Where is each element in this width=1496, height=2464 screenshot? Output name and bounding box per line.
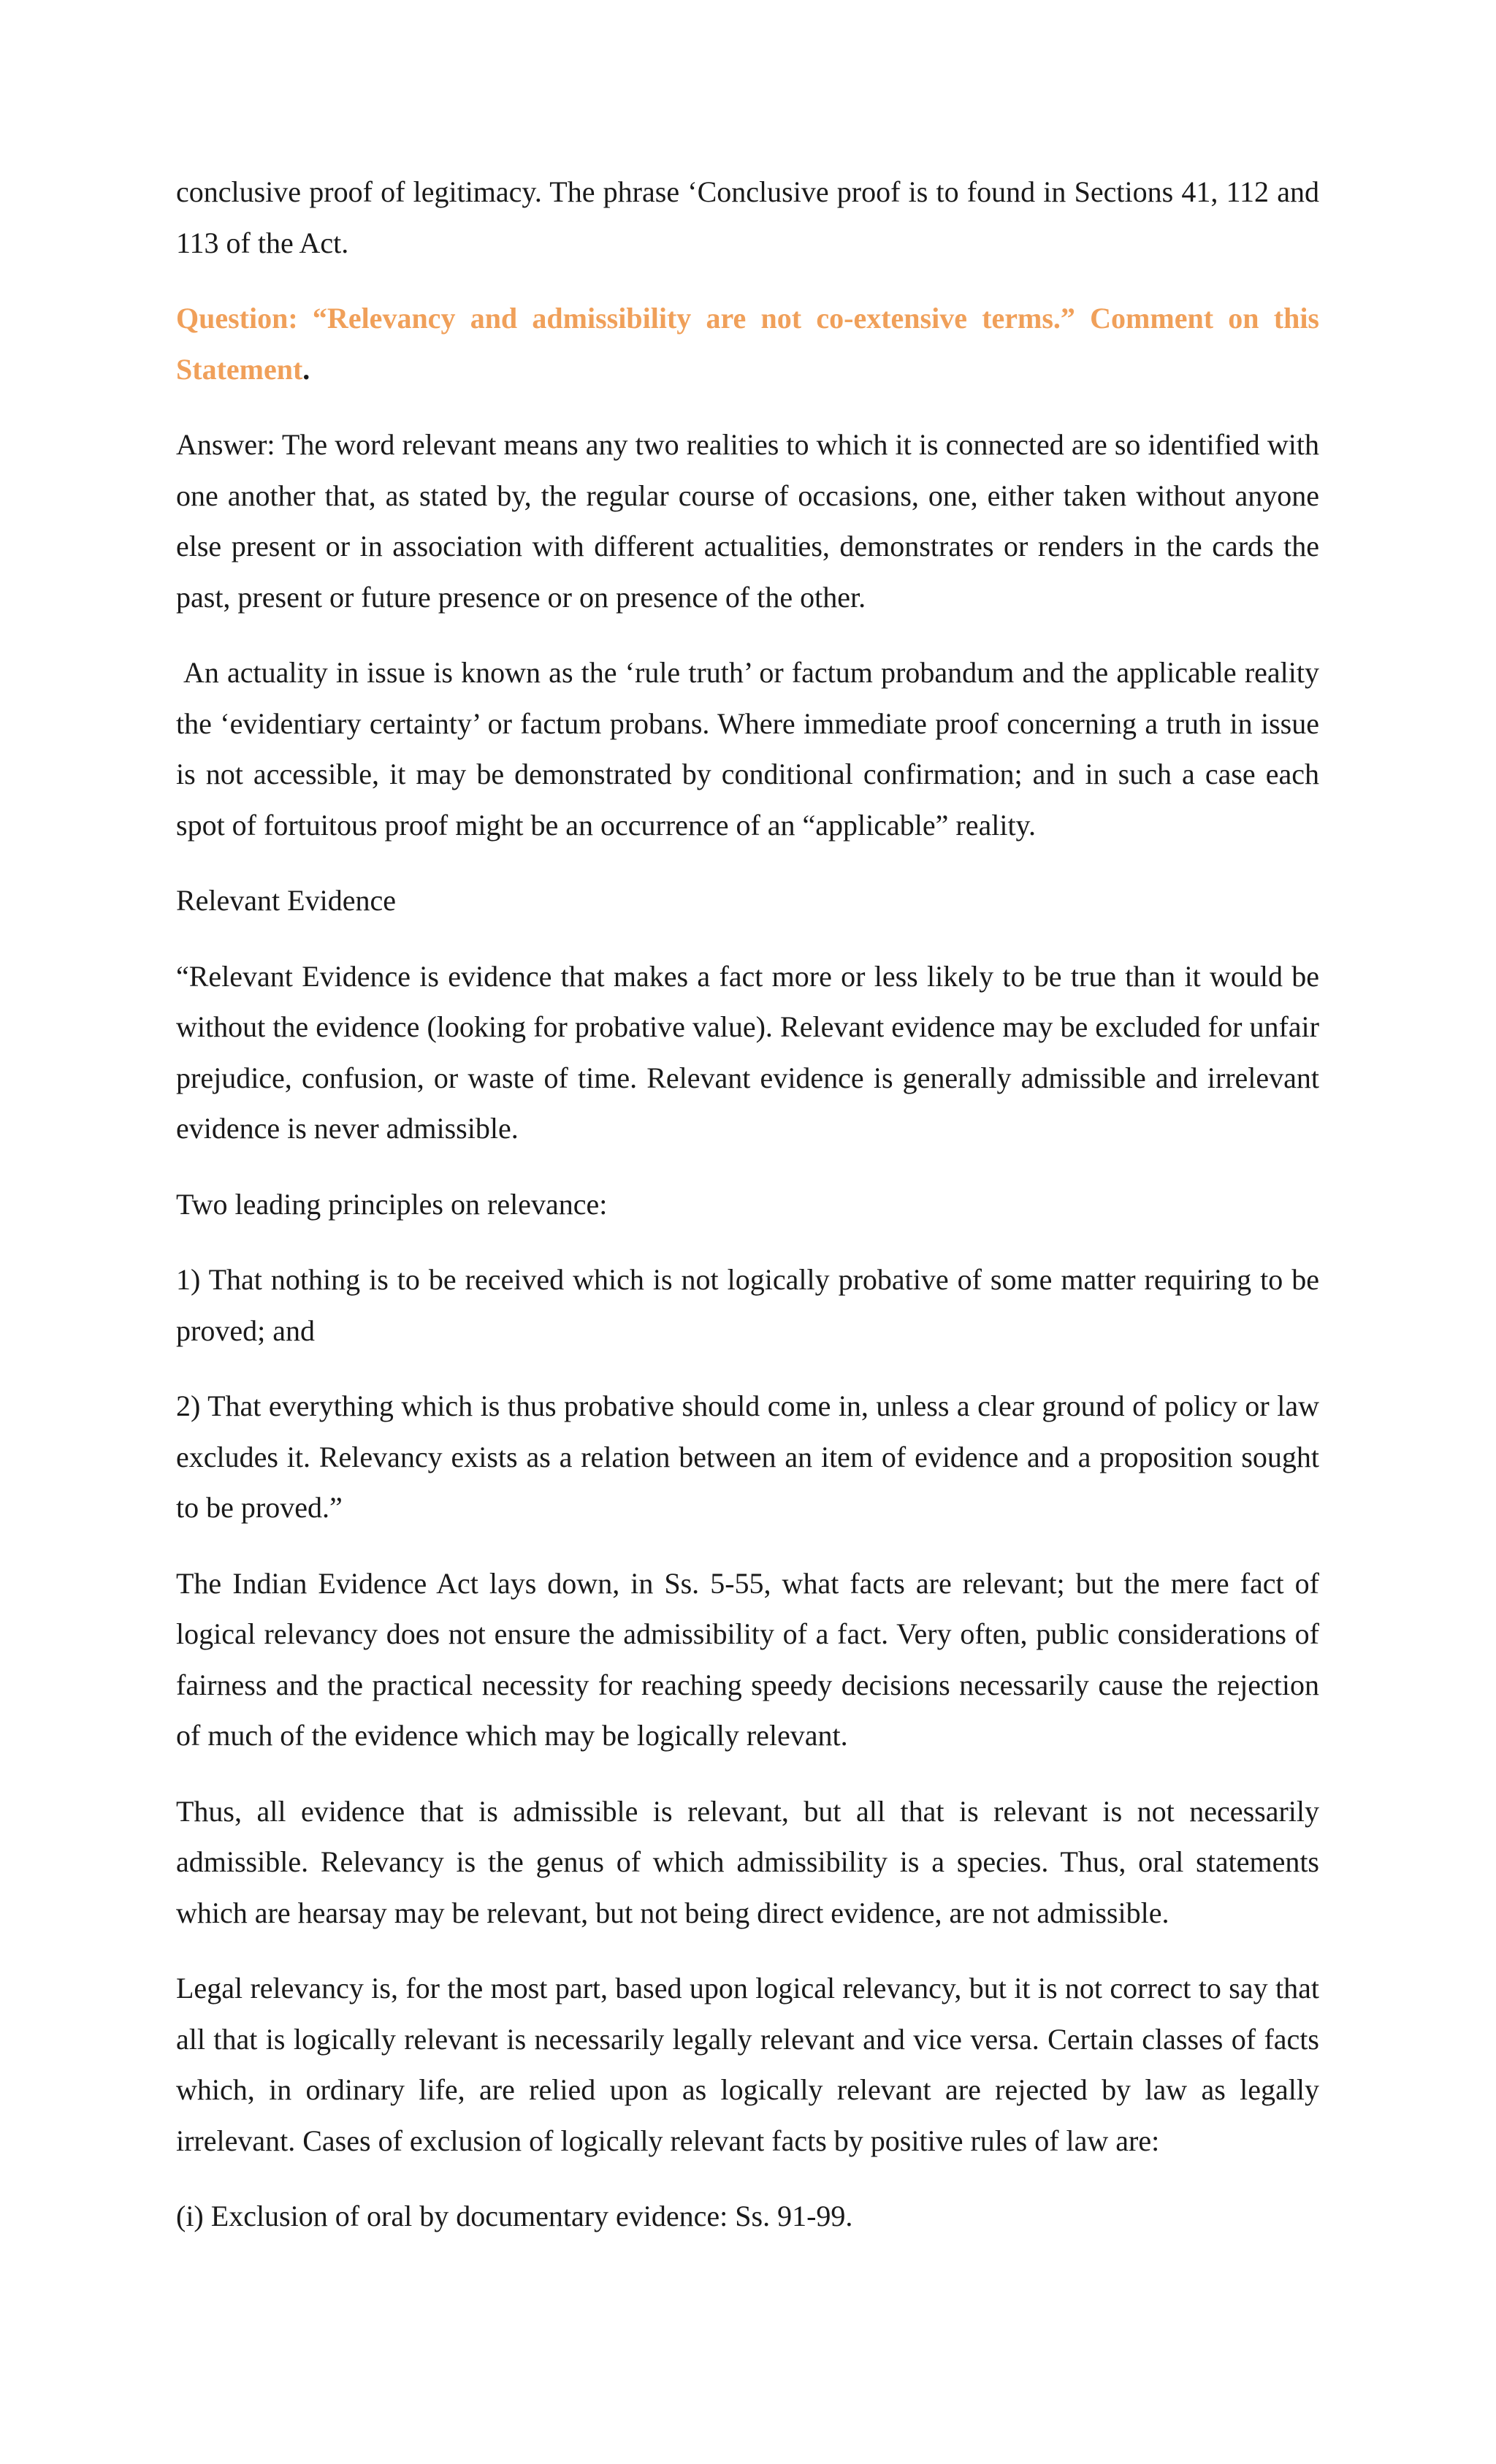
list-item-principle-1: 1) That nothing is to be received which is not logically probative of some matter requiring to be proved; and	[176, 1263, 1319, 1347]
paragraph-intro: conclusive proof of legitimacy. The phrase ‘Conclusive proof is to found in Sections 41, 112 and 113 of the Act.	[176, 175, 1319, 259]
paragraph-genus-species: Thus, all evidence that is admissible is relevant, but all that is relevant is not necessarily admissible. Relevancy is the genus of which admissibility is a species. Thus, oral statements which are hearsay may be relevant, but not being direct evidence, are not admissible.	[176, 1794, 1319, 1929]
paragraph-principles-intro: Two leading principles on relevance:	[176, 1187, 608, 1221]
question-heading	[176, 293, 1319, 394]
list-item-principle-2: 2) That everything which is thus probative should come in, unless a clear ground of policy or law excludes it. Relevancy exists as a relation between an item of evidence and a proposition sought to be proved.”	[176, 1389, 1319, 1524]
document-body	[176, 167, 1319, 2267]
paragraph-actuality: An actuality in issue is known as the ‘rule truth’ or factum probandum and the applicable reality the ‘evidentiary certainty’ or factum probans. Where immediate proof concerning a truth in issue is not accessible, it may be demonstrated by conditional confirmation; and in such a case each spot of fortuitous proof might be an occurrence of an “applicable” reality.	[176, 656, 1319, 842]
paragraph-legal-relevancy: Legal relevancy is, for the most part, based upon logical relevancy, but it is not correct to say that all that is logically relevant is necessarily legally relevant and vice versa. Certain classes of facts which, in ordinary life, are relied upon as logically relevant are rejected by law as legally irrelevant. Cases of exclusion of logically relevant facts by positive rules of law are:	[176, 1972, 1319, 2157]
paragraph-evidence-act: The Indian Evidence Act lays down, in Ss. 5-55, what facts are relevant; but the mere fact of logical relevancy does not ensure the admissibility of a fact. Very often, public considerations of fairness and the practical necessity for reaching speedy decisions necessarily cause the rejection of much of the evidence which may be logically relevant.	[176, 1566, 1319, 1752]
question-text: Question: “Relevancy and admissibility are not co-extensive terms.” Comment on this Statement	[176, 302, 1319, 386]
list-item-exclusion-1: (i) Exclusion of oral by documentary evidence: Ss. 91-99.	[176, 2200, 853, 2232]
paragraph-definition: “Relevant Evidence is evidence that makes a fact more or less likely to be true than it would be without the evidence (looking for probative value). Relevant evidence may be excluded for unfair prejudice, confusion, or waste of time. Relevant evidence is generally admissible and irrelevant evidence is never admissible.	[176, 959, 1319, 1145]
subheading-relevant-evidence: Relevant Evidence	[176, 884, 396, 917]
question-period: .	[302, 352, 310, 386]
paragraph-answer: Answer: The word relevant means any two realities to which it is connected are so identified with one another that, as stated by, the regular course of occasions, one, either taken without anyone else present or in association with different actualities, demonstrates or renders in the cards the past, present or future presence or on presence of the other.	[176, 428, 1319, 614]
